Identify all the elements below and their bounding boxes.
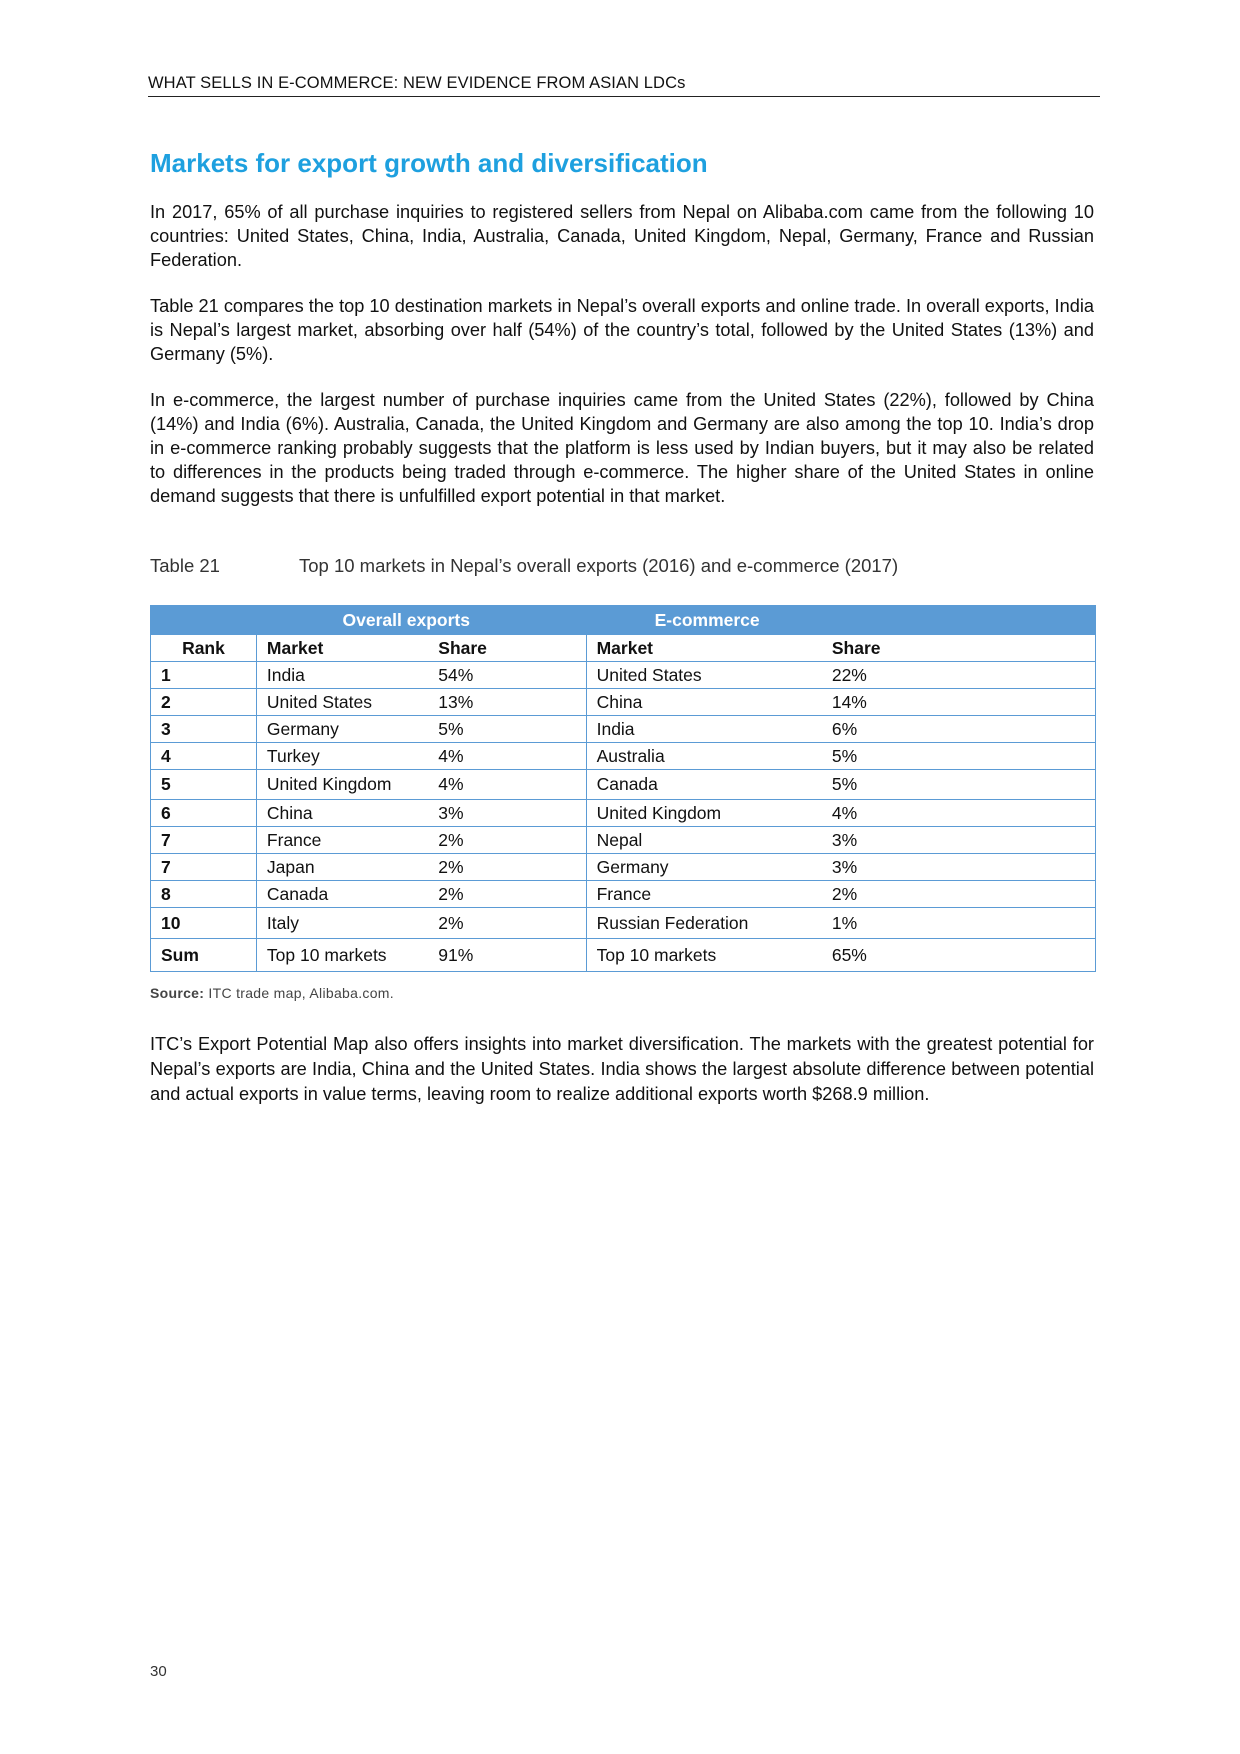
ecom-market-cell: India bbox=[586, 716, 822, 743]
overall-share-cell: 2% bbox=[428, 854, 586, 881]
source-note bbox=[150, 985, 394, 1001]
table-row bbox=[151, 881, 1096, 908]
markets-table bbox=[150, 605, 1096, 972]
col-header-ecom-market: Market bbox=[586, 635, 822, 662]
ecom-share-cell: 5% bbox=[822, 770, 1096, 800]
group-header-ecommerce: E-commerce bbox=[586, 606, 1095, 635]
overall-market-cell: Germany bbox=[256, 716, 428, 743]
table-caption bbox=[150, 555, 898, 577]
running-header: WHAT SELLS IN E-COMMERCE: NEW EVIDENCE FROM ASIAN LDCs bbox=[148, 74, 1100, 97]
col-header-rank: Rank bbox=[151, 635, 257, 662]
rank-cell: 1 bbox=[151, 662, 257, 689]
ecom-share-cell: 4% bbox=[822, 800, 1096, 827]
overall-market-cell: India bbox=[256, 662, 428, 689]
ecom-market-cell: Russian Federation bbox=[586, 908, 822, 939]
table-row bbox=[151, 827, 1096, 854]
ecom-market-cell: United States bbox=[586, 662, 822, 689]
ecom-share-cell: 3% bbox=[822, 827, 1096, 854]
table-group-header bbox=[151, 606, 1096, 635]
table-row bbox=[151, 770, 1096, 800]
ecom-market-cell: France bbox=[586, 881, 822, 908]
ecom-share-cell: 1% bbox=[822, 908, 1096, 939]
rank-cell: 3 bbox=[151, 716, 257, 743]
overall-market-cell: Canada bbox=[256, 881, 428, 908]
group-header-overall: Overall exports bbox=[256, 606, 586, 635]
table-row bbox=[151, 800, 1096, 827]
overall-market-cell: Italy bbox=[256, 908, 428, 939]
ecom-market-cell: Canada bbox=[586, 770, 822, 800]
overall-share-cell: 4% bbox=[428, 770, 586, 800]
overall-share-cell: 54% bbox=[428, 662, 586, 689]
group-header-empty bbox=[151, 606, 257, 635]
overall-market-cell: Japan bbox=[256, 854, 428, 881]
overall-share-cell: 2% bbox=[428, 908, 586, 939]
table-sum-row bbox=[151, 939, 1096, 972]
col-header-overall-market: Market bbox=[256, 635, 428, 662]
rank-cell: 7 bbox=[151, 854, 257, 881]
ecom-share-cell: 6% bbox=[822, 716, 1096, 743]
ecom-market-cell: Australia bbox=[586, 743, 822, 770]
ecom-share-cell: 5% bbox=[822, 743, 1096, 770]
overall-market-cell: France bbox=[256, 827, 428, 854]
table-row bbox=[151, 854, 1096, 881]
overall-share-cell: 2% bbox=[428, 881, 586, 908]
overall-market-cell: Turkey bbox=[256, 743, 428, 770]
ecom-share-cell: 22% bbox=[822, 662, 1096, 689]
table-column-header bbox=[151, 635, 1096, 662]
table-row bbox=[151, 662, 1096, 689]
paragraph-3: In e-commerce, the largest number of purchase inquiries came from the United States (22%), followed by China (14%) and India (6%). Australia, Canada, the United Kingdom and Germany are also among the top 10. India’s drop in e-commerce ranking probably suggests that the platform is less used by Indian buyers, but it may also be related to differences in the products being traded through e-commerce. The higher share of the United States in online demand suggests that there is unfulfilled export potential in that market. bbox=[150, 390, 1094, 506]
ecom-share-cell: 2% bbox=[822, 881, 1096, 908]
sum-ecom-market-cell: Top 10 markets bbox=[586, 939, 822, 972]
ecom-market-cell: Germany bbox=[586, 854, 822, 881]
sum-ecom-share-cell: 65% bbox=[822, 939, 1096, 972]
overall-market-cell: United States bbox=[256, 689, 428, 716]
ecom-market-cell: Nepal bbox=[586, 827, 822, 854]
overall-market-cell: United Kingdom bbox=[256, 770, 428, 800]
source-label: Source: bbox=[150, 985, 205, 1001]
ecom-share-cell: 3% bbox=[822, 854, 1096, 881]
rank-cell: 7 bbox=[151, 827, 257, 854]
table-row bbox=[151, 689, 1096, 716]
overall-share-cell: 3% bbox=[428, 800, 586, 827]
sum-overall-share-cell: 91% bbox=[428, 939, 586, 972]
rank-cell: 5 bbox=[151, 770, 257, 800]
table-row bbox=[151, 743, 1096, 770]
sum-overall-market-cell: Top 10 markets bbox=[256, 939, 428, 972]
col-header-ecom-share: Share bbox=[822, 635, 1096, 662]
overall-market-cell: China bbox=[256, 800, 428, 827]
ecom-market-cell: United Kingdom bbox=[586, 800, 822, 827]
rank-cell: 4 bbox=[151, 743, 257, 770]
overall-share-cell: 13% bbox=[428, 689, 586, 716]
paragraph-1: In 2017, 65% of all purchase inquiries to registered sellers from Nepal on Alibaba.com came from the following 10 countries: United States, China, India, Australia, Canada, United Kingdom, Nepal, Germany, France and Russian Federation. bbox=[150, 202, 1094, 270]
sum-label-cell: Sum bbox=[151, 939, 257, 972]
section-title: Markets for export growth and diversification bbox=[150, 148, 708, 178]
col-header-overall-share: Share bbox=[428, 635, 586, 662]
source-text: ITC trade map, Alibaba.com. bbox=[204, 985, 394, 1001]
paragraph-4: ITC’s Export Potential Map also offers insights into market diversification. The markets with the greatest potential for Nepal’s exports are India, China and the United States. India shows the largest absolute difference between potential and actual exports in value terms, leaving room to realize additional exports worth $268.9 million. bbox=[150, 1034, 1094, 1104]
page-number: 30 bbox=[150, 1663, 167, 1680]
ecom-share-cell: 14% bbox=[822, 689, 1096, 716]
rank-cell: 6 bbox=[151, 800, 257, 827]
overall-share-cell: 2% bbox=[428, 827, 586, 854]
table-row bbox=[151, 908, 1096, 939]
overall-share-cell: 4% bbox=[428, 743, 586, 770]
table-caption-label: Table 21 bbox=[150, 555, 220, 576]
ecom-market-cell: China bbox=[586, 689, 822, 716]
rank-cell: 2 bbox=[151, 689, 257, 716]
rank-cell: 8 bbox=[151, 881, 257, 908]
rank-cell: 10 bbox=[151, 908, 257, 939]
paragraph-2: Table 21 compares the top 10 destination markets in Nepal’s overall exports and online trade. In overall exports, India is Nepal’s largest market, absorbing over half (54%) of the country’s total, followed by the United States (13%) and Germany (5%). bbox=[150, 296, 1094, 364]
table-row bbox=[151, 716, 1096, 743]
overall-share-cell: 5% bbox=[428, 716, 586, 743]
table-caption-text: Top 10 markets in Nepal’s overall exports (2016) and e-commerce (2017) bbox=[299, 555, 899, 576]
